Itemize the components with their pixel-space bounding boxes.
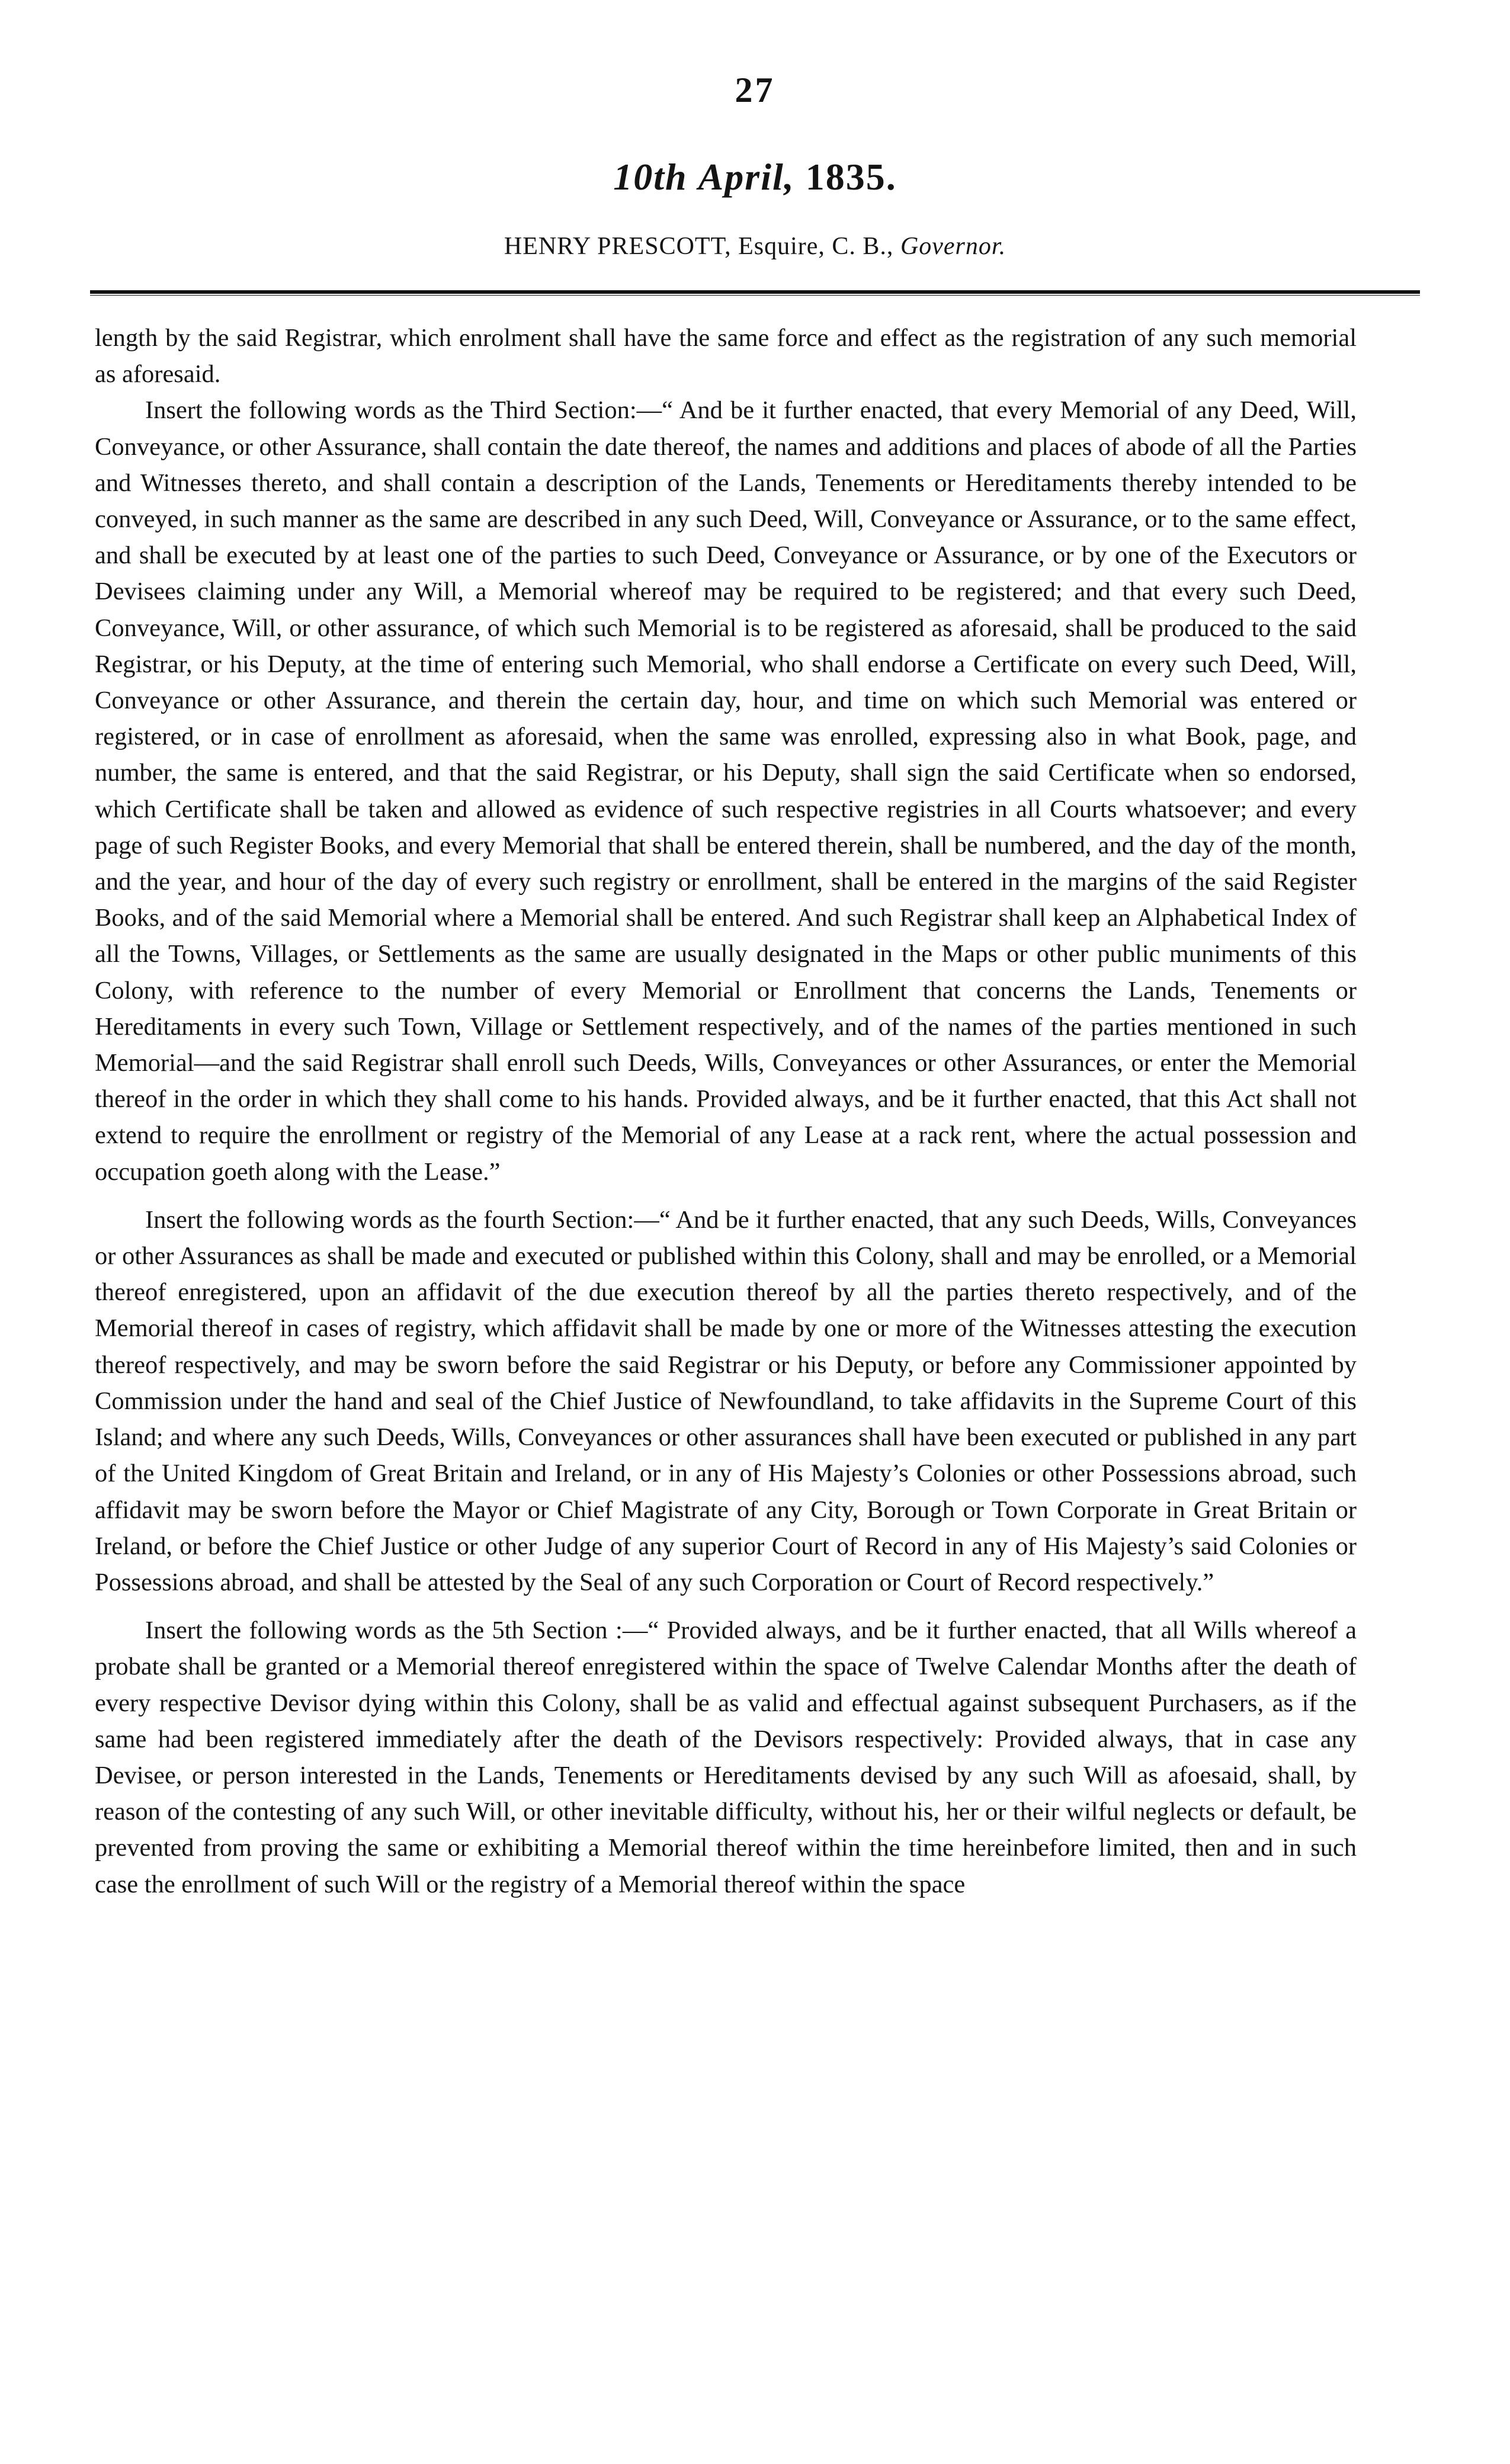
governor-title: Esquire, C. B., xyxy=(738,233,894,260)
date-year: 1835. xyxy=(805,156,897,198)
paragraph-continuation: length by the said Registrar, which enrolment shall have the same force and effect as the registration of any such memorial as aforesaid. xyxy=(95,324,1357,389)
paragraph-third-section: Insert the following words as the Third Section:—“ And be it further enacted, that every Memorial of any Deed, Will, Conveyance, or other Assurance, shall contain the date thereof, the names and additions and places of abode of all the Parties and Witnesses thereto, and shall contain a description of the Lands, Tenements or Hereditaments thereby intended to be conveyed, in such manner as the same are described in any such Deed, Will, Conveyance or Assurance, or to the same effect, and shall be executed by at least one of the parties to such Deed, Conveyance or Assurance, or by one of the Executors or Devisees claiming under any Will, a Memorial whereof may be required to be registered; and that every such Deed, Conveyance, Will, or other assurance, of which such Memorial is to be registered as aforesaid, shall be produced to the said Registrar, or his Deputy, at the time of entering such Memorial, who shall endorse a Certificate on every such Deed, Will, Conveyance or other Assurance, and therein the certain day, hour, and time on which such Memorial was entered or registered, or in case of enrollment as aforesaid, when the same was enrolled, expressing also in what Book, page, and number, the same is entered, and that the said Registrar, or his Deputy, shall sign the said Certificate when so endorsed, which Certificate shall be taken and allowed as evidence of such respective registries in all Courts whatsoever; and every page of such Register Books, and every Memorial that shall be entered therein, shall be numbered, and the day of the month, and the year, and hour of the day of every such registry or enrollment, shall be entered in the margins of the said Register Books, and of the said Memorial where a Memorial shall be entered. And such Registrar shall keep an Alphabetical Index of all the Towns, Villages, or Settlements as the same are usually designated in the Maps or other public muniments of this Colony, with reference to the number of every Memorial or Enrollment that concerns the Lands, Tenements or Hereditaments in every such Town, Village or Settlement respectively, and of the names of the parties mentioned in such Memorial—and the said Registrar shall enroll such Deeds, Wills, Conveyances or other Assurances, or enter the Memorial thereof in the order in which they shall come to his hands. Provided always, and be it further enacted, that this Act shall not extend to require the enrollment or registry of the Memorial of any Lease at a rack rent, where the actual possession and occupation goeth along with the Lease.” xyxy=(95,396,1357,1186)
paragraph-fifth-section: Insert the following words as the 5th Section :—“ Provided always, and be it further enacted, that all Wills whereof a probate shall be granted or a Memorial thereof enregistered within the space of Twelve Calendar Months after the death of every respective Devisor dying within this Colony, shall be as valid and effectual against subsequent Purchasers, as if the same had been registered immediately after the death of the Devisors respectively: Provided always, that in case any Devisee, or person interested in the Lands, Tenements or Hereditaments devised by any such Will as afoesaid, shall, by reason of the contesting of any such Will, or other inevitable difficulty, without his, her or their wilful neglects or default, be prevented from proving the same or exhibiting a Memorial thereof within the time hereinbefore limited, then and in such case the enrollment of such Will or the registry of a Memorial thereof within the space xyxy=(95,1616,1357,1898)
body-text xyxy=(95,320,1357,1902)
date-month: April, xyxy=(698,156,795,198)
paragraph-fourth-section: Insert the following words as the fourth Section:—“ And be it further enacted, that any such Deeds, Wills, Conveyances or other Assurances as shall be made and executed or published within this Colony, shall and may be enrolled, or a Memorial thereof enregistered, upon an affidavit of the due execution thereof by all the parties thereto respectively, and of the Memorial thereof in cases of registry, which affidavit shall be made by one or more of the Witnesses attesting the execution thereof respectively, and may be sworn before the said Registrar or his Deputy, or before any Commissioner appointed by Commission under the hand and seal of the Chief Justice of Newfoundland, to take affidavits in the Supreme Court of this Island; and where any such Deeds, Wills, Conveyances or other assurances shall have been executed or published in any part of the United Kingdom of Great Britain and Ireland, or in any of His Majesty’s Colonies or other Possessions abroad, such affidavit may be sworn before the Mayor or Chief Magistrate of any City, Borough or Town Corporate in Great Britain or Ireland, or before the Chief Justice or other Judge of any superior Court of Record in any of His Majesty’s said Colonies or Possessions abroad, and shall be attested by the Seal of any such Corporation or Court of Record respectively.” xyxy=(95,1205,1357,1596)
governor-heading xyxy=(0,232,1510,261)
date-day: 10th xyxy=(613,156,688,198)
governor-name: HENRY PRESCOTT, xyxy=(504,233,732,260)
session-date xyxy=(0,155,1510,199)
page-number: 27 xyxy=(735,70,775,110)
header-rule xyxy=(90,290,1420,296)
governor-role: Governor. xyxy=(900,233,1006,260)
